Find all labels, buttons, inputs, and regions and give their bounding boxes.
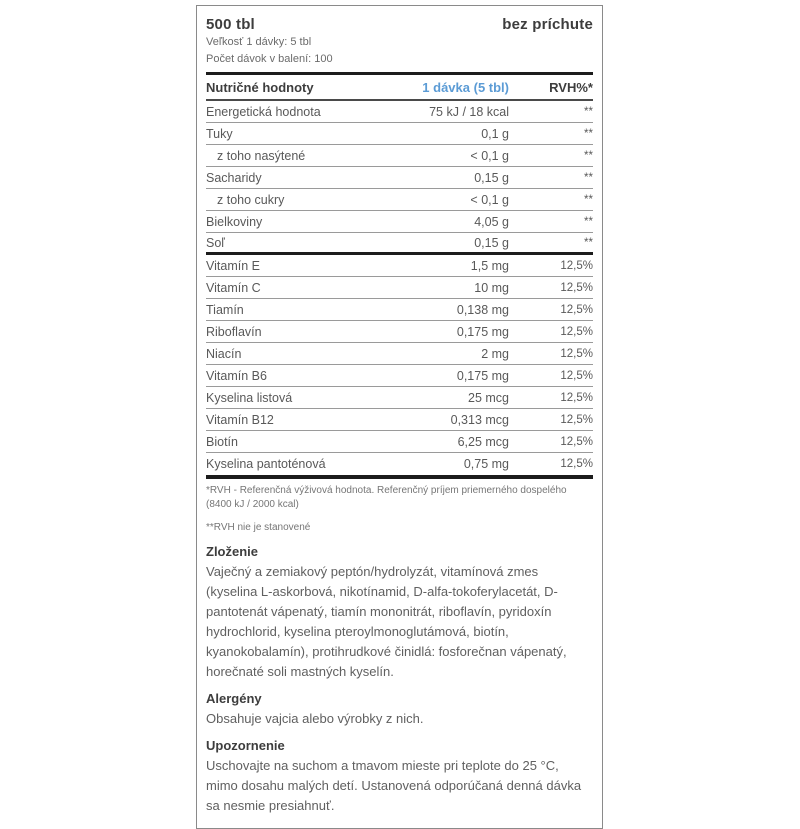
row-value: < 0,1 g	[470, 148, 509, 163]
serving-size: Veľkosť 1 dávky: 5 tbl	[206, 36, 312, 48]
row-rvh: **	[584, 193, 593, 206]
row-rvh: 12,5%	[560, 347, 593, 360]
row-value: 4,05 g	[474, 214, 509, 229]
nutrition-table	[206, 101, 593, 475]
row-label: Tiamín	[206, 302, 244, 317]
row-rvh: **	[584, 149, 593, 162]
row-rvh: **	[584, 105, 593, 118]
table-header-row	[206, 75, 593, 101]
column-header-rvh: RVH%*	[549, 80, 593, 95]
row-value: 0,175 mg	[456, 368, 509, 383]
warning-body: Uschovajte na suchom a tmavom mieste pri teplote do 25 °C, mimo dosahu malých detí. Ustanovená odporúčaná denná dávka sa nesmie presiahnuť.	[206, 758, 582, 813]
row-label: Biotín	[206, 434, 238, 449]
table-row	[206, 211, 593, 233]
row-value: 2 mg	[481, 346, 509, 361]
table-row	[206, 277, 593, 299]
row-rvh: 12,5%	[560, 391, 593, 404]
product-flavor: bez príchute	[502, 16, 593, 33]
row-label: Niacín	[206, 346, 242, 361]
row-label: Vitamín E	[206, 258, 260, 273]
row-value: 0,313 mcg	[450, 412, 509, 427]
table-row	[206, 365, 593, 387]
row-rvh: 12,5%	[560, 303, 593, 316]
row-value: < 0,1 g	[470, 192, 509, 207]
row-rvh: **	[584, 171, 593, 184]
table-row	[206, 167, 593, 189]
row-value: 0,15 g	[474, 235, 509, 250]
table-row	[206, 233, 593, 255]
footnote-rvh-definition: *RVH - Referenčná výživová hodnota. Referenčný príjem priemerného dospelého (8400 kJ / 2000 kcal)	[206, 485, 567, 510]
row-rvh: 12,5%	[560, 281, 593, 294]
table-row	[206, 387, 593, 409]
table-row	[206, 255, 593, 277]
row-rvh: 12,5%	[560, 413, 593, 426]
allergens-body: Obsahuje vajcia alebo výrobky z nich.	[206, 711, 424, 726]
row-label: Tuky	[206, 126, 233, 141]
table-row	[206, 321, 593, 343]
allergens-heading: Alergény	[206, 691, 262, 706]
servings-per-pack: Počet dávok v balení: 100	[206, 53, 333, 65]
table-row-sub	[206, 189, 593, 211]
row-value: 0,175 mg	[456, 324, 509, 339]
ingredients-body: Vaječný a zemiakový peptón/hydrolyzát, vitamínová zmes (kyselina L-askorbová, nikotínamid, D-alfa-tokoferylacetát, D-pantotenát vápenatý, tiamín mononitrát, riboflavín, pyridoxín hydrochlorid, kyselina pteroylmonoglutámová, biotín, kyanokobalamín), protihrudkové činidlá: fosforečnan vápenatý, horečnaté soli mastných kyselín.	[206, 564, 567, 679]
row-label: Kyselina listová	[206, 390, 293, 405]
column-header-serving: 1 dávka (5 tbl)	[422, 80, 509, 95]
row-label: z toho nasýtené	[217, 148, 306, 163]
column-header-nutrients: Nutričné hodnoty	[206, 80, 314, 95]
row-value: 0,138 mg	[456, 302, 509, 317]
table-row	[206, 409, 593, 431]
table-row	[206, 431, 593, 453]
ingredients-heading: Zloženie	[206, 544, 259, 559]
row-label: z toho cukry	[217, 192, 285, 207]
row-label: Kyselina pantoténová	[206, 457, 326, 471]
row-label: Soľ	[206, 235, 225, 250]
product-count: 500 tbl	[206, 16, 255, 33]
row-rvh: 12,5%	[560, 259, 593, 272]
table-row	[206, 123, 593, 145]
label-header	[206, 14, 593, 33]
row-label: Sacharidy	[206, 170, 262, 185]
row-rvh: **	[584, 215, 593, 228]
row-value: 0,1 g	[481, 126, 509, 141]
table-row-sub	[206, 145, 593, 167]
row-label: Riboflavín	[206, 324, 262, 339]
row-label: Vitamín C	[206, 280, 261, 295]
section-warning	[206, 738, 593, 816]
row-value: 25 mcg	[468, 390, 509, 405]
row-value: 0,75 mg	[463, 457, 509, 471]
row-rvh: **	[584, 236, 593, 249]
row-value: 10 mg	[474, 280, 509, 295]
table-row	[206, 299, 593, 321]
row-rvh: 12,5%	[560, 369, 593, 382]
footnote-rvh-not-set: **RVH nie je stanovené	[206, 522, 311, 533]
row-rvh: 12,5%	[560, 458, 593, 470]
row-value: 75 kJ / 18 kcal	[429, 104, 509, 119]
warning-heading: Upozornenie	[206, 738, 285, 753]
row-value: 6,25 mcg	[457, 434, 509, 449]
row-label: Vitamín B6	[206, 368, 267, 383]
section-ingredients	[206, 544, 593, 682]
row-value: 1,5 mg	[470, 258, 509, 273]
divider-table-end	[206, 475, 593, 479]
row-rvh: **	[584, 127, 593, 140]
table-row	[206, 343, 593, 365]
row-label: Vitamín B12	[206, 412, 274, 427]
row-rvh: 12,5%	[560, 325, 593, 338]
nutrition-label	[196, 5, 603, 829]
row-value: 0,15 g	[474, 170, 509, 185]
table-row	[206, 101, 593, 123]
row-label: Bielkoviny	[206, 214, 263, 229]
row-label: Energetická hodnota	[206, 104, 321, 119]
section-allergens	[206, 691, 593, 729]
table-row	[206, 453, 593, 475]
row-rvh: 12,5%	[560, 435, 593, 448]
